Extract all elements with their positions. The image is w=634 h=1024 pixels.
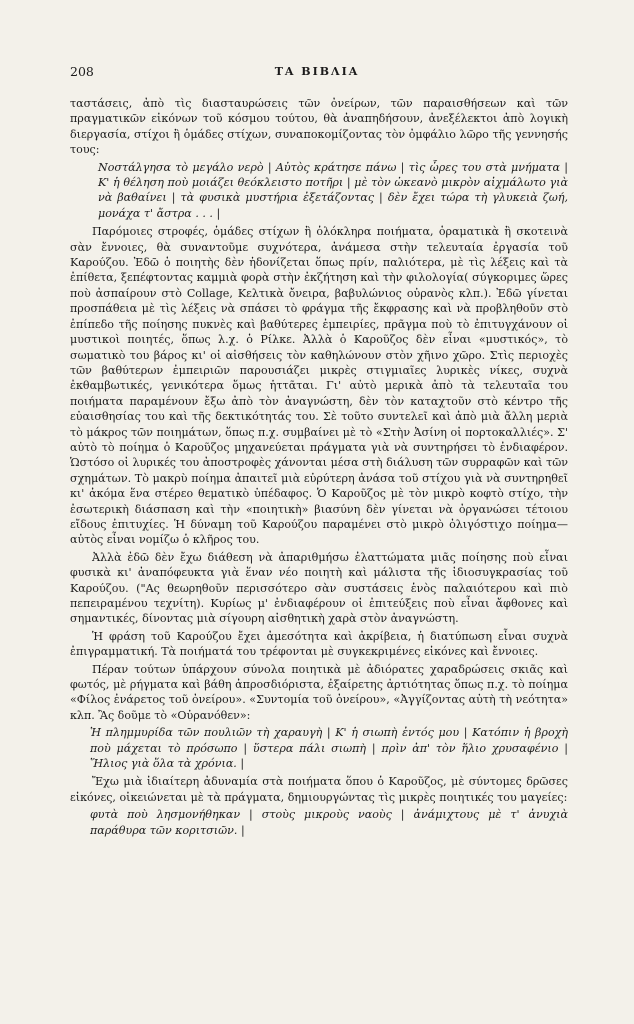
poem-quote-3: φυτὰ ποὺ λησμονήθηκαν | στοὺς μικροὺς ναοὺς | ἀνάμιχτους μὲ τ' ἀνυχιὰ παράθυρα τῶν κοριτσιῶν. | — [90, 808, 568, 837]
page-number: 208 — [70, 63, 94, 79]
paragraph-weakness: Ἔχω μιὰ ἰδιαίτερη ἀδυναμία στὰ ποιήματα ὅπου ὁ Καροῦζος, μὲ σύντομες δρῶσες εἰκόνες, οἰκειώνεται μὲ τὰ πράγματα, δημιουργώντας τὶς μικρὲς ποιητικές του μαγείες: — [70, 775, 568, 804]
running-title: ΤΑ ΒΙΒΛΙΑ — [274, 64, 360, 78]
body-text — [70, 96, 568, 841]
paragraph-style: Ἡ φράση τοῦ Καρούζου ἔχει ἀμεσότητα καὶ ἀκρίβεια, ἡ διατύπωση εἶναι συχνὰ ἐπιγραμματική. Τὰ ποιήματά του τρέφονται μὲ συγκεκριμένες εἰκόνες καὶ ἔννοιες. — [70, 629, 568, 659]
poem-quote-1: Νοστάλγησα τὸ μεγάλο νερὸ | Αὐτὸς κράτησε πάνω | τὶς ὧρες του στὰ μνήματα | Κ' ἡ θέληση ποὺ μοιάζει θεόκλειστο ποτῆρι | μὲ τὸν ὠκεανὸ μικρὸν αἰχμάλωτο γιὰ νὰ βαθαίνει | τὰ φυσικὰ μυστήρια ἐξετάζοντας | δὲν ἔχει τώρα τὴ γλυκειὰ ζωή, μονάχα τ' ἄστρα . . . | — [98, 160, 568, 220]
paragraph-stanzas: Παρόμοιες στροφές, ὁμάδες στίχων ἢ ὁλόκληρα ποιήματα, ὁραματικὰ ἢ σκοτεινὰ σὰν ἔννοιες, θὰ συναντοῦμε συχνότερα, ἀνάμεσα στὴν τελευταία ἐργασία τοῦ Καρούζου. Ἐδῶ ὁ ποιητὴς δὲν ἡδονίζεται ὅπως πρίν, παλιότερα, μὲ τὶς λέξεις καὶ τὰ ἐπίθετα, ξεπέφτοντας καμμιὰ φορὰ στὴν ἐκζήτηση καὶ τὴν φιλολογία( σύγκοριμες ὥρες ποὺ ἀσπαίρουν στὸ Collage, Κελτικὰ ὄνειρα, βαβυλώνιος οὐρανὸς κλπ.). Ἐδῶ γίνεται προσπάθεια μὲ τὶς λέξεις νὰ σπάσει τὸ φράγμα τῆς ἔκφρασης καὶ νὰ προβληθοῦν στὸ ἐπίπεδο τῆς ποίησης πυκνὲς καὶ βαθύτερες ἐμπειρίες, πρᾶγμα ποὺ τὸ ἐπιτυγχάνουν οἱ μυστικοὶ ποιητές, ὅπως λ.χ. ὁ Ρίλκε. Ἀλλὰ ὁ Καροῦζος δὲν εἶναι «μυστικός», τὸ σωματικὸ του βάρος κι' οἱ αἰσθήσεις τὸν καθηλώνουν στὸν χῆινο χῶρο. Στὶς περιοχὲς τῶν βαθύτερων ἐμπειριῶν παρουσιάζει μικρὲς στιγμιαῖες λυρικὲς νίκες, συχνὰ ἐκθαμβωτικές, γενικότερα ὅμως ἡττᾶται. Γι' αὐτὸ μερικὰ ἀπὸ τὰ τελευταῖα του ποιήματα παραμένουν ἔξω ἀπὸ τὸν ἀναγνώστη, δὲν τὸν καταχτοῦν στὸ κέντρο τῆς εὐαισθησίας του καὶ τῆς δεκτικότητάς του. Σὲ τοῦτο συντελεῖ καὶ ἀπὸ μιὰ ἄλλη μεριὰ τὸ μάκρος τῶν ποιημάτων, ὅπως π.χ. συμβαίνει μὲ τὸ «Στὴν Ἀσίνη οἱ πορτοκαλλιές». Σ' αὐτὸ τὸ ποίημα ὁ Καροῦζος μηχανεύεται πράγματα γιὰ νὰ συντηρήσει τὸ ἐνδιαφέρον. Ὡστόσο οἱ λυρικές του ἀποστροφὲς χάνονται μέσα στὴ διάλυση τῶν συρραφῶν καὶ τῶν σχημάτων. Τὸ μακρὺ ποίημα ἀπαιτεῖ μιὰ εὐρύτερη ἀνάσα τοῦ στίχου γιὰ νὰ συντηρηθεῖ κι' ἀκόμα ἕνα στέρεο θεματικὸ ὑπέδαφος. Ὁ Καροῦζος μὲ τὸν μικρὸ κοφτὸ στίχο, τὴν ἐσωτερικὴ διάσπαση καὶ τὴν «ποιητικὴ» βιασύνη δὲν γίνεται νὰ ὀργανώσει τέτοιου εἴδους ἐπιτυχίες. Ἡ δύναμη τοῦ Καρούζου παραμένει στὸ μικρὸ ὀλιγόστιχο ποίημα—αὐτὸς εἶναι νομίζω ὁ κλῆρος του. — [70, 225, 568, 547]
paragraph-continuation: ταστάσεις, ἀπὸ τὶς διασταυρώσεις τῶν ὀνείρων, τῶν παραισθήσεων καὶ τῶν πραγματικῶν εἰκόνων τοῦ κόσμου τούτου, θὰ ἀναπηδήσουν, ἀνεξέλεκτοι ἀπὸ λογικὴ διεργασία, στίχοι ἢ ὁμάδες στίχων, συναποκομίζοντας τὸν ὀμφάλιο λῶρο τῆς γεννησής τους: — [70, 97, 568, 157]
poem-quote-2: Ἡ πλημμυρίδα τῶν πουλιῶν τὴ χαραυγὴ | Κ' ἡ σιωπὴ ἐντός μου | Κατόπιν ἡ βροχὴ ποὺ μάχεται τὸ πρόσωπο | ὕστερα πάλι σιωπὴ | πρὶν ἀπ' τὸν ἥλιο χρυσαφένιο | Ἥλιος γιὰ ὅλα τὰ χρόνια. | — [90, 726, 568, 771]
paragraph-flaws: Ἀλλὰ ἐδῶ δὲν ἔχω διάθεση νὰ ἀπαριθμήσω ἐλαττώματα μιᾶς ποίησης ποὺ εἶναι φυσικὰ κι' ἀναπόφευκτα γιὰ ἕναν νέο ποιητὴ καὶ μάλιστα τῆς ἰδιοσυγκρασίας τοῦ Καρούζου. ("Ας θεωρηθοῦν περισσότερο σὰν συστάσεις ἑνὸς παλαιότερου καὶ πιὸ πεπειραμένου τεχνίτη). Κυρίως μ' ἐνδιαφέρουν οἱ ἐπιτεύξεις ποὺ εἶναι ἄφθονες καὶ σημαντικές, δίνοντας μιὰ σίγουρη αἰσθητικὴ χαρὰ στὸν ἀναγνώστη. — [70, 550, 568, 626]
running-header — [70, 62, 564, 80]
paragraph-ouranothen: Πέραν τούτων ὑπάρχουν σύνολα ποιητικὰ μὲ ἀδιόρατες χαραδρώσεις σκιᾶς καὶ φωτός, μὲ ρήγματα καὶ βάθη ἀπροσδιόριστα, ἐξαίρετης ἀρτιότητας ὅπως π.χ. τὸ ποίημα «Φίλος ἐνάρετος τοῦ ὀνείρου». «Συντομία τοῦ ὀνείρου», «Ἀγγίζοντας αὐτὴ τὴ νεότητα» κλπ. Ἂς δοῦμε τὸ «Οὐρανόθεν»: — [70, 662, 568, 722]
